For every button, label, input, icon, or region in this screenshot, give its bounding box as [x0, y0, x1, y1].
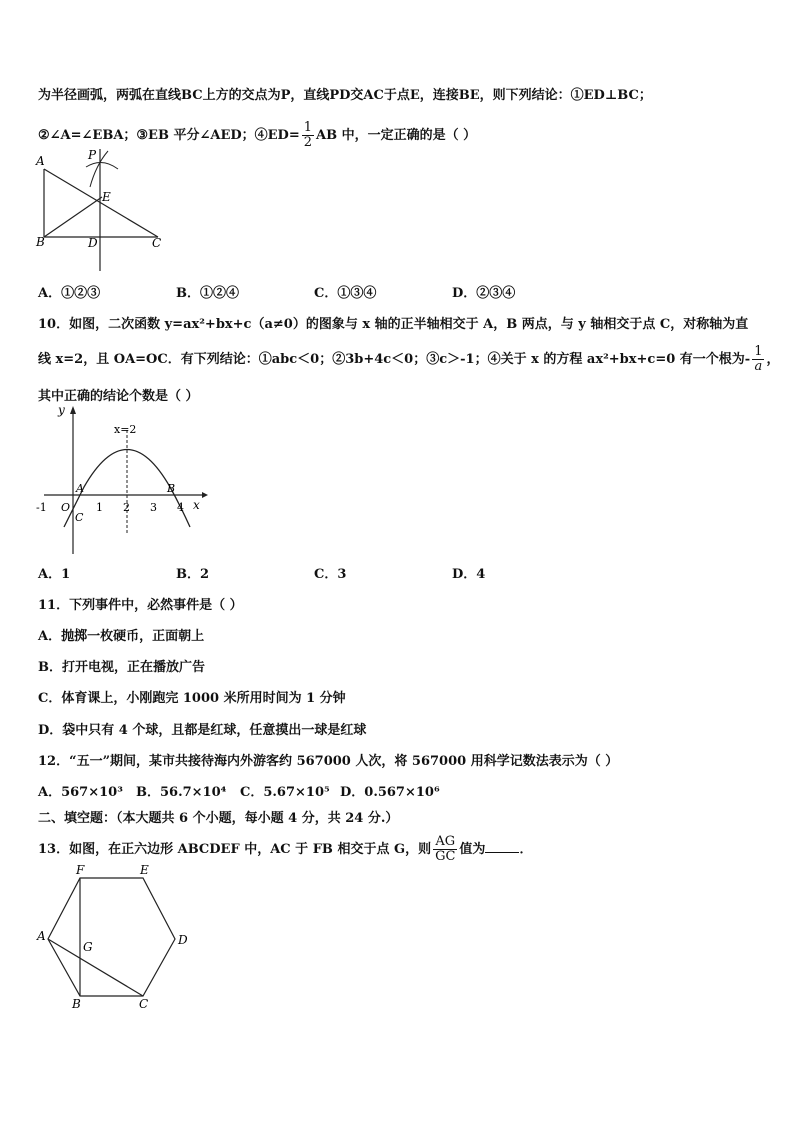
- q11-stem: 11．下列事件中，必然事件是（ ）: [38, 598, 243, 613]
- q10-line2-a: 线 x=2，且 OA=OC．有下列结论：①abc＜0；②3b+4c＜0；③c＞-1；④关于 x 的方程 ax²+bx+c=0 有一个根为-: [38, 352, 751, 367]
- q10-option-b[interactable]: B．2: [176, 567, 210, 582]
- q11-option-b[interactable]: B．打开电视，正在播放广告: [38, 660, 205, 675]
- q10-parabola-graph: [30, 402, 210, 560]
- q10-option-d[interactable]: D．4: [452, 567, 486, 582]
- q9-triangle-figure: [30, 145, 180, 275]
- section-heading: 二、填空题：（本大题共 6 个小题，每小题 4 分，共 24 分.）: [38, 811, 399, 826]
- hex-label-F: F: [76, 863, 85, 877]
- hex-label-C: C: [139, 997, 149, 1011]
- q12-stem: 12．“五一”期间，某市共接待海内外游客约 567000 人次，将 567000 用科学记数法表示为（ ）: [38, 754, 619, 769]
- q10-option-c[interactable]: C．3: [314, 567, 347, 582]
- graph-axis-label: x=2: [114, 423, 137, 436]
- q11-option-d[interactable]: D．袋中只有 4 个球，且都是红球，任意摸出一球是红球: [38, 723, 367, 738]
- q9-option-a[interactable]: A．①②③: [38, 286, 101, 301]
- q10-frac-num: 1: [754, 344, 763, 359]
- q13-fraction: [433, 835, 457, 864]
- q10-line2: [38, 345, 779, 374]
- q12-option-c[interactable]: C．5.67×10⁵: [240, 785, 330, 800]
- q10-line1: 10．如图，二次函数 y=ax²+bx+c（a≠0）的图象与 x 轴的正半轴相交于 A，B 两点，与 y 轴相交于点 C，对称轴为直: [38, 317, 749, 332]
- hex-label-B: B: [72, 997, 81, 1011]
- label-D: D: [88, 236, 98, 250]
- hex-label-A: A: [37, 929, 46, 943]
- q10-fraction: [752, 345, 764, 374]
- label-B: B: [36, 235, 45, 249]
- graph-x-label: x: [193, 498, 200, 512]
- tick-4: 4: [177, 501, 184, 514]
- graph-y-label: y: [58, 403, 65, 417]
- graph-A: A: [76, 482, 84, 495]
- q12-option-b[interactable]: B．56.7×10⁴: [136, 785, 227, 800]
- q11-option-a[interactable]: A．抛掷一枚硬币，正面朝上: [38, 629, 205, 644]
- hex-label-E: E: [140, 863, 149, 877]
- label-P: P: [88, 148, 97, 162]
- q10-frac-den: a: [754, 359, 763, 374]
- q9-line1: 为半径画弧，两弧在直线BC上方的交点为P，直线PD交AC于点E，连接BE，则下列结论：①ED⊥BC；: [38, 88, 652, 103]
- q9-frac-num: 1: [303, 120, 312, 135]
- q11-option-c[interactable]: C．体育课上，小刚跑完 1000 米所用时间为 1 分钟: [38, 691, 346, 706]
- q9-option-b[interactable]: B．①②④: [176, 286, 239, 301]
- graph-B: B: [167, 482, 176, 495]
- q13-stem-b: 值为: [459, 842, 486, 857]
- q9-line2-a: ②∠A=∠EBA；③EB 平分∠AED；④ED=: [38, 128, 300, 143]
- graph-O: O: [61, 501, 71, 514]
- q10-option-a[interactable]: A．1: [38, 567, 71, 582]
- q12-option-d[interactable]: D．0.567×10⁶: [340, 785, 440, 800]
- tick-3: 3: [150, 501, 157, 514]
- q12-option-a[interactable]: A．567×10³: [38, 785, 123, 800]
- q9-line2-b: AB 中，一定正确的是（ ）: [316, 128, 477, 143]
- label-A: A: [36, 154, 45, 168]
- label-C: C: [152, 236, 162, 250]
- q13-frac-num: AG: [433, 835, 457, 850]
- q13-stem-end: ．: [519, 842, 533, 857]
- q13-frac-den: GC: [435, 849, 456, 864]
- q10-line2-b: ，: [766, 352, 780, 367]
- q13-answer-blank[interactable]: [485, 841, 519, 853]
- tick-2: 2: [123, 501, 130, 514]
- q13-stem-a: 13．如图，在正六边形 ABCDEF 中，AC 于 FB 相交于点 G，则: [38, 842, 432, 857]
- hex-label-D: D: [178, 933, 188, 947]
- q9-frac-den: 2: [303, 135, 312, 150]
- q9-fraction: [302, 121, 314, 150]
- tick-minus1: -1: [36, 501, 47, 514]
- q10-line3: 其中正确的结论个数是（ ）: [38, 389, 199, 404]
- q13-stem: [38, 835, 532, 864]
- q9-option-d[interactable]: D．②③④: [452, 286, 516, 301]
- graph-C: C: [75, 511, 84, 524]
- hex-label-G: G: [83, 940, 93, 954]
- q13-hexagon-figure: [30, 865, 200, 1010]
- label-E: E: [102, 190, 111, 204]
- q9-option-c[interactable]: C．①③④: [314, 286, 377, 301]
- tick-1: 1: [96, 501, 103, 514]
